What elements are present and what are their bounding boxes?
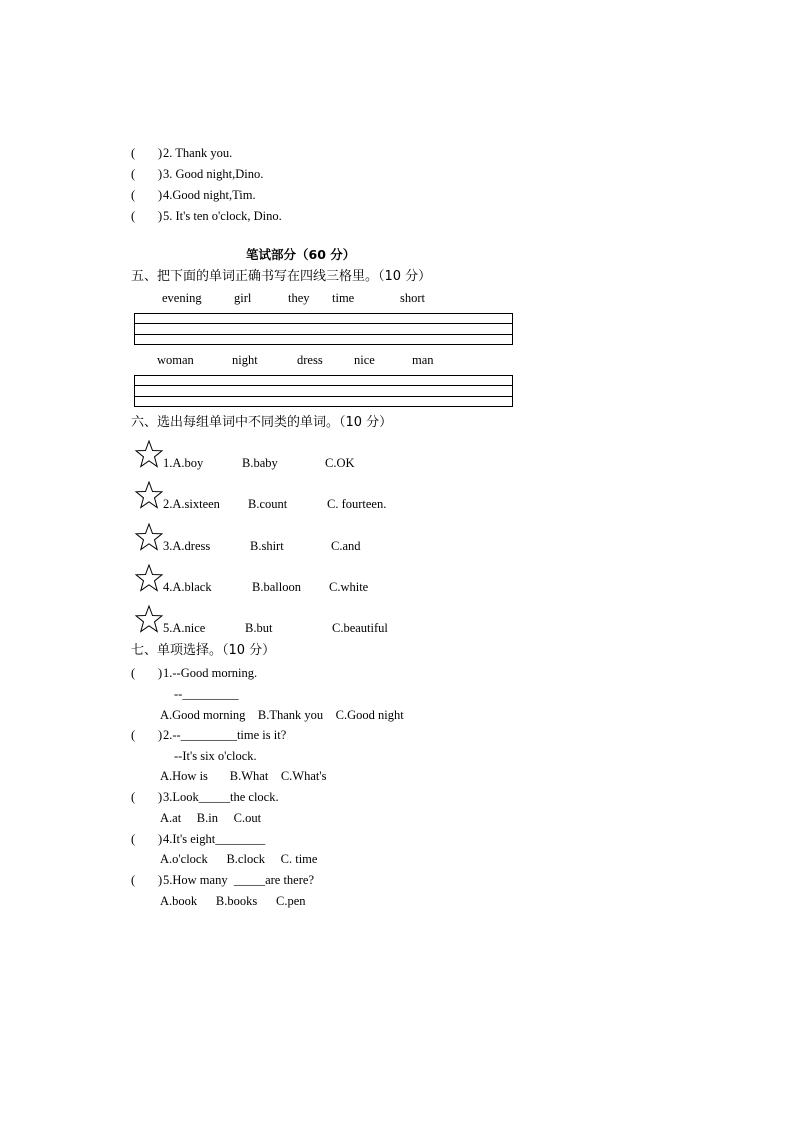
option-a: 2.A.sixteen — [163, 497, 220, 511]
question-2-reply: --It's six o'clock. — [174, 749, 257, 763]
option-c: C.OK — [325, 456, 355, 470]
word: woman — [157, 353, 194, 367]
option-b: B.but — [245, 621, 273, 635]
answer-paren-close: ) — [158, 209, 163, 223]
four-line-grid-1[interactable] — [134, 313, 513, 345]
word: evening — [162, 291, 202, 305]
answer-paren-open: ( — [131, 873, 136, 887]
answer-paren-close: ) — [158, 728, 163, 742]
word: short — [400, 291, 425, 305]
answer-paren-open: ( — [131, 832, 136, 846]
answer-paren-open: ( — [131, 146, 136, 160]
star-icon — [135, 481, 163, 509]
answer-paren-close: ) — [158, 188, 163, 202]
answer-paren-open: ( — [131, 188, 136, 202]
question-1: 1.--Good morning. — [163, 666, 258, 680]
answer-paren-close: ) — [158, 790, 163, 804]
answer-paren-open: ( — [131, 666, 136, 680]
option-c: C.beautiful — [332, 621, 388, 635]
option-c: C.and — [331, 539, 361, 553]
word: nice — [354, 353, 375, 367]
answer-paren-close: ) — [158, 873, 163, 887]
option-c: C.white — [329, 580, 369, 594]
written-part-title: 笔试部分（60 分） — [246, 247, 356, 262]
answer-paren-open: ( — [131, 790, 136, 804]
question-1-reply: --_________ — [174, 687, 239, 701]
option-b: B.balloon — [252, 580, 301, 594]
option-a: 5.A.nice — [163, 621, 206, 635]
question-3: 3.Look_____the clock. — [163, 790, 279, 804]
question-3-options: A.at B.in C.out — [160, 811, 262, 825]
listening-item-4: 4.Good night,Tim. — [163, 188, 256, 202]
word: night — [232, 353, 258, 367]
answer-paren-open: ( — [131, 167, 136, 181]
star-icon — [135, 605, 163, 633]
option-a: 4.A.black — [163, 580, 212, 594]
option-a: 3.A.dress — [163, 539, 211, 553]
section-5-heading: 五、把下面的单词正确书写在四线三格里。（10 分） — [131, 269, 432, 284]
option-a: 1.A.boy — [163, 456, 204, 470]
answer-paren-close: ) — [158, 666, 163, 680]
answer-paren-close: ) — [158, 167, 163, 181]
word: time — [332, 291, 355, 305]
four-line-grid-2[interactable] — [134, 375, 513, 407]
answer-paren-open: ( — [131, 728, 136, 742]
option-c: C. fourteen. — [327, 497, 387, 511]
word: man — [412, 353, 434, 367]
option-b: B.count — [248, 497, 288, 511]
star-icon — [135, 564, 163, 592]
question-2: 2.--_________time is it? — [163, 728, 287, 742]
word: girl — [234, 291, 252, 305]
answer-paren-close: ) — [158, 146, 163, 160]
question-2-options: A.How is B.What C.What's — [160, 769, 327, 783]
option-b: B.shirt — [250, 539, 284, 553]
word: they — [288, 291, 310, 305]
listening-item-2: 2. Thank you. — [163, 146, 233, 160]
option-b: B.baby — [242, 456, 278, 470]
answer-paren-close: ) — [158, 832, 163, 846]
star-icon — [135, 440, 163, 468]
question-1-options: A.Good morning B.Thank you C.Good night — [160, 708, 404, 722]
question-5: 5.How many _____are there? — [163, 873, 314, 887]
answer-paren-open: ( — [131, 209, 136, 223]
word: dress — [297, 353, 323, 367]
section-6-heading: 六、选出每组单词中不同类的单词。（10 分） — [131, 415, 393, 430]
question-5-options: A.book B.books C.pen — [160, 894, 306, 908]
question-4-options: A.o'clock B.clock C. time — [160, 852, 318, 866]
section-7-heading: 七、单项选择。（10 分） — [131, 643, 276, 658]
star-icon — [135, 523, 163, 551]
listening-item-5: 5. It's ten o'clock, Dino. — [163, 209, 282, 223]
question-4: 4.It's eight________ — [163, 832, 266, 846]
listening-item-3: 3. Good night,Dino. — [163, 167, 264, 181]
